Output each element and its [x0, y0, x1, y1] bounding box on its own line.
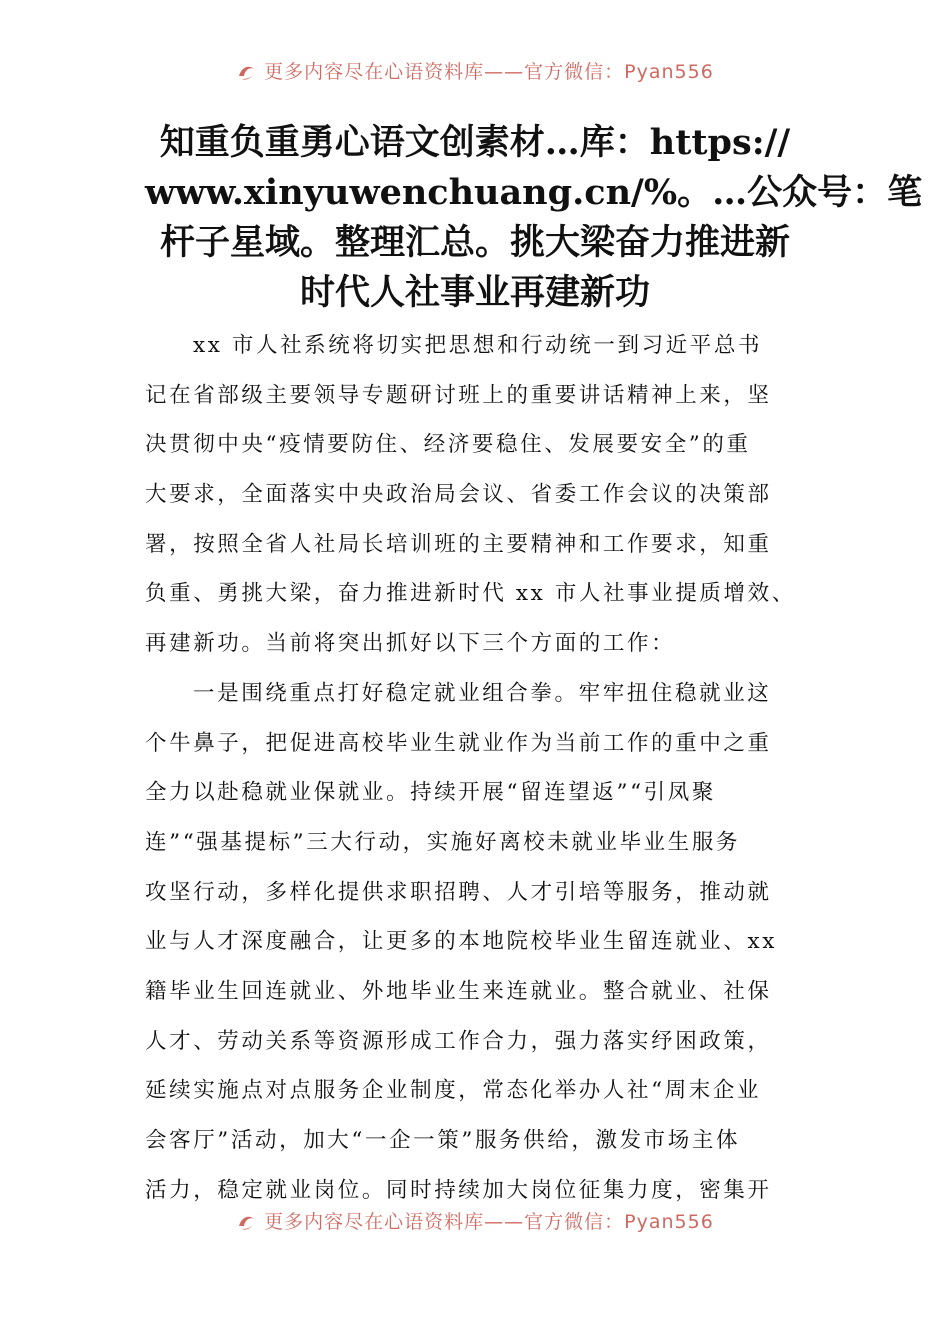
logo-icon: [236, 1211, 258, 1233]
body-line: 业与人才深度融合，让更多的本地院校毕业生留连就业、xx: [145, 929, 777, 955]
body-line: 再建新功。当前将突出抓好以下三个方面的工作：: [145, 631, 676, 657]
body-line: 籍毕业生回连就业、外地毕业生来连就业。整合就业、社保: [145, 978, 772, 1004]
watermark-text: 更多内容尽在心语资料库——官方微信：Pyan556: [264, 1211, 714, 1233]
body-line: 记在省部级主要领导专题研讨班上的重要讲话精神上来，坚: [145, 382, 772, 408]
title-line: www.xinyuwenchuang.cn/%。…公众号：笔: [145, 172, 923, 213]
body-line: 连”“强基提标”三大行动，实施好离校未就业毕业生服务: [145, 829, 741, 855]
title-line: 杆子星域。整理汇总。挑大梁奋力推进新: [159, 222, 790, 263]
body-line: 延续实施点对点服务企业制度，常态化举办人社“周末企业: [145, 1078, 762, 1104]
body-line: xx 市人社系统将切实把思想和行动统一到习近平总书: [193, 333, 763, 358]
body-line: 负重、勇挑大梁，奋力推进新时代 xx 市人社事业提质增效、: [145, 581, 796, 607]
body-line: 大要求，全面落实中央政治局会议、省委工作会议的决策部: [145, 482, 772, 508]
document-title: [145, 118, 923, 318]
logo-icon: [236, 61, 258, 83]
title-line: 时代人社事业再建新功: [299, 272, 650, 313]
watermark-text: 更多内容尽在心语资料库——官方微信：Pyan556: [264, 61, 714, 83]
title-line: 知重负重勇心语文创素材…库：https://: [159, 122, 791, 163]
body-line: 署，按照全省人社局长培训班的主要精神和工作要求，知重: [145, 531, 772, 557]
footer-watermark: [0, 1207, 950, 1234]
body-line: 个牛鼻子，把促进高校毕业生就业作为当前工作的重中之重: [145, 730, 772, 756]
body-line: 活力，稳定就业岗位。同时持续加大岗位征集力度，密集开: [145, 1177, 772, 1203]
body-line: 一是围绕重点打好稳定就业组合拳。牢牢扭住稳就业这: [193, 680, 772, 706]
document-body: [145, 321, 825, 1215]
header-watermark: [0, 57, 950, 84]
body-line: 会客厅”活动，加大“一企一策”服务供给，激发市场主体: [145, 1128, 741, 1153]
body-line: 全力以赴稳就业保就业。持续开展“留连望返”“引凤聚: [145, 780, 716, 806]
body-line: 决贯彻中央“疫情要防住、经济要稳住、发展要安全”的重: [145, 432, 751, 458]
body-line: 攻坚行动，多样化提供求职招聘、人才引培等服务，推动就: [145, 879, 772, 905]
body-line: 人才、劳动关系等资源形成工作合力，强力落实纾困政策，: [145, 1028, 772, 1054]
